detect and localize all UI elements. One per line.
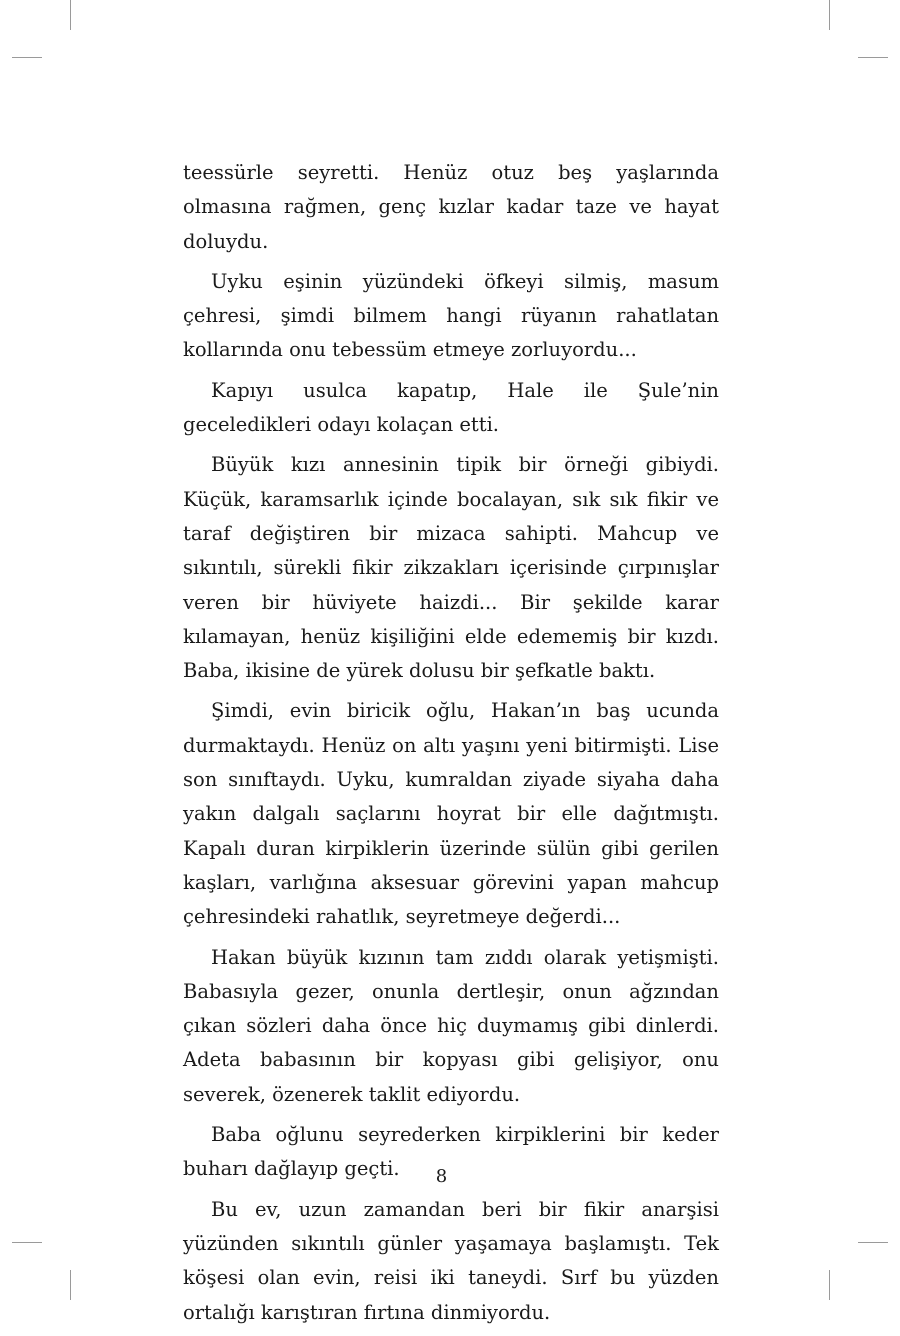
paragraph-3: Kapıyı usulca kapatıp, Hale ile Şule’nin geceledikleri odayı kolaçan etti. bbox=[183, 378, 719, 437]
crop-mark-bottom-right-vertical bbox=[829, 1270, 830, 1300]
paragraph-4: Büyük kızı annesinin tipik bir örneği gibiydi. Küçük, karamsarlık içinde bocalayan, sık sık fikir ve taraf değiştiren bir mizaca sahipti. Mahcup ve sıkıntılı, sürekli fikir zikzakları içerisinde çırpınışlar veren bir hüviyete haizdi... Bir şekilde karar kılamayan, henüz kişiliğini elde edememiş bir kızdı. Baba, ikisine de yürek dolusu bir şefkatle baktı. bbox=[183, 453, 719, 683]
crop-mark-bottom-right-horizontal bbox=[858, 1242, 888, 1243]
page-number: 8 bbox=[435, 1166, 448, 1187]
paragraph-1: teessürle seyretti. Henüz otuz beş yaşlarında olmasına rağmen, genç kızlar kadar taze ve hayat doluydu. bbox=[183, 161, 719, 253]
body-text bbox=[183, 156, 719, 1336]
crop-mark-bottom-left-horizontal bbox=[12, 1242, 42, 1243]
crop-mark-bottom-left-vertical bbox=[70, 1270, 71, 1300]
paragraph-2: Uyku eşinin yüzündeki öfkeyi silmiş, masum çehresi, şimdi bilmem hangi rüyanın rahatlatan kollarında onu tebessüm etmeye zorluyordu... bbox=[183, 269, 719, 362]
crop-mark-top-left-vertical bbox=[70, 0, 71, 30]
paragraph-7: Baba oğlunu seyrederken kirpiklerini bir keder buharı dağlayıp geçti. bbox=[183, 1123, 719, 1181]
crop-mark-top-left-horizontal bbox=[12, 57, 42, 58]
paragraph-6: Hakan büyük kızının tam zıddı olarak yetişmişti. Babasıyla gezer, onunla dertleşir, onun ağzından çıkan sözleri daha önce hiç duymamış gibi dinlerdi. Adeta babasının bir kopyası gibi gelişiyor, onu severek, özenerek taklit ediyordu. bbox=[183, 945, 719, 1106]
crop-mark-top-right-vertical bbox=[829, 0, 830, 30]
paragraph-5: Şimdi, evin biricik oğlu, Hakan’ın baş ucunda durmaktaydı. Henüz on altı yaşını yeni bitirmişti. Lise son sınıftaydı. Uyku, kumraldan ziyade siyaha daha yakın dalgalı saçlarını hoyrat bir elle dağıtmıştı. Kapalı duran kirpiklerin üzerinde sülün gibi gerilen kaşları, varlığına aksesuar görevini yapan mahcup çehresindeki rahatlık, seyretmeye değerdi... bbox=[183, 699, 719, 929]
crop-mark-top-right-horizontal bbox=[858, 57, 888, 58]
paragraph-8: Bu ev, uzun zamandan beri bir fikir anarşisi yüzünden sıkıntılı günler yaşamaya başlamıştı. Tek köşesi olan evin, reisi iki taneydi. Sırf bu yüzden ortalığı karıştıran fırtına dinmiyordu. bbox=[183, 1197, 719, 1324]
